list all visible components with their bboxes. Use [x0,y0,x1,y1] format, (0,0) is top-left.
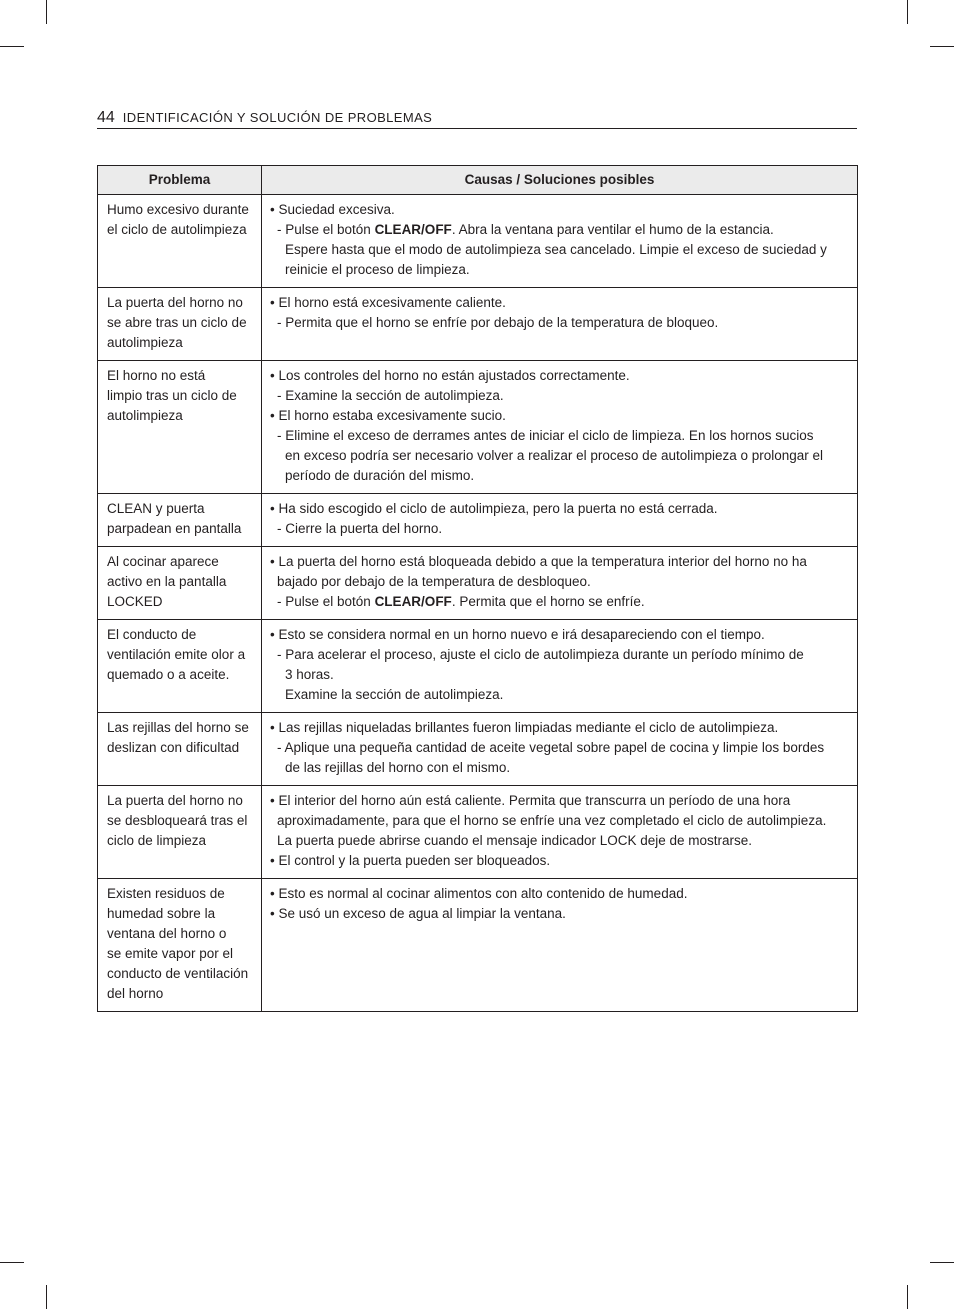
problem-line: Al cocinar aparece [107,554,219,569]
crop-mark [930,1262,954,1263]
solution-line: - Pulse el botón CLEAR/OFF. Abra la ventana para ventilar el humo de la estancia. [277,222,774,237]
problem-line: parpadean en pantalla [107,521,242,536]
problem-line: autolimpieza [107,408,183,423]
troubleshooting-table [97,165,858,1012]
problem-line: ventana del horno o [107,926,227,941]
problem-cell [98,786,262,879]
problem-cell [98,361,262,494]
table-row [98,786,858,879]
solution-line: - Cierre la puerta del horno. [277,521,443,536]
bullet-line: • Los controles del horno no están ajustados correctamente. [270,368,630,383]
bullet-line: • El control y la puerta pueden ser bloqueados. [270,853,551,868]
table-row [98,713,858,786]
solution-line: reinicie el proceso de limpieza. [285,262,470,277]
solutions-cell [262,620,858,713]
solutions-cell [262,879,858,1012]
problem-cell [98,879,262,1012]
solutions-cell [262,288,858,361]
solution-line: 3 horas. [285,667,334,682]
bullet-line: • Esto es normal al cocinar alimentos con alto contenido de humedad. [270,886,688,901]
bullet-line: • El horno está excesivamente caliente. [270,295,506,310]
solutions-cell [262,494,858,547]
solution-line: Espere hasta que el modo de autolimpieza sea cancelado. Limpie el exceso de suciedad y [285,242,827,257]
problem-line: LOCKED [107,594,163,609]
problem-line: La puerta del horno no [107,295,243,310]
bullet-line: • Esto se considera normal en un horno nuevo e irá desapareciendo con el tiempo. [270,627,765,642]
bullet-line: • Ha sido escogido el ciclo de autolimpieza, pero la puerta no está cerrada. [270,501,718,516]
problem-cell [98,713,262,786]
table-row [98,195,858,288]
solution-line: Examine la sección de autolimpieza. [285,687,504,702]
bullet-line: • Suciedad excesiva. [270,202,395,217]
crop-mark [0,1262,24,1263]
bullet-line: • El horno estaba excesivamente sucio. [270,408,506,423]
table-row [98,879,858,1012]
solution-line: La puerta puede abrirse cuando el mensaje indicador LOCK deje de mostrarse. [277,833,753,848]
page-header [97,108,857,129]
table-row [98,288,858,361]
column-header-problem: Problema [98,166,262,195]
section-title: IDENTIFICACIÓN Y SOLUCIÓN DE PROBLEMAS [122,110,433,125]
problem-cell [98,195,262,288]
solutions-cell [262,713,858,786]
crop-mark [0,46,24,47]
solution-line: en exceso podría ser necesario volver a realizar el proceso de autolimpieza o prolongar el [285,448,824,463]
problem-cell [98,288,262,361]
bullet-line: • Las rejillas niqueladas brillantes fueron limpiadas mediante el ciclo de autolimpieza. [270,720,779,735]
solutions-cell [262,361,858,494]
crop-mark [46,1285,47,1309]
problem-line: se abre tras un ciclo de [107,315,247,330]
crop-mark [930,46,954,47]
problem-cell [98,547,262,620]
problem-line: ciclo de limpieza [107,833,207,848]
problem-line: La puerta del horno no [107,793,243,808]
bullet-line: • La puerta del horno está bloqueada debido a que la temperatura interior del horno no ha [270,554,807,569]
bullet-line: • El interior del horno aún está caliente. Permita que transcurra un período de una hora [270,793,791,808]
problem-line: deslizan con dificultad [107,740,240,755]
solution-line: - Permita que el horno se enfríe por debajo de la temperatura de bloqueo. [277,315,719,330]
problem-line: el ciclo de autolimpieza [107,222,247,237]
problem-line: Las rejillas del horno se [107,720,249,735]
solutions-cell [262,547,858,620]
solution-line: - Aplique una pequeña cantidad de aceite vegetal sobre papel de cocina y limpie los bordes [277,740,825,755]
table-row [98,494,858,547]
problem-line: se emite vapor por el [107,946,234,961]
crop-mark [907,1285,908,1309]
button-name: CLEAR/OFF [374,222,452,237]
problem-line: Existen residuos de [107,886,225,901]
problem-line: limpio tras un ciclo de [107,388,237,403]
solution-line: - Examine la sección de autolimpieza. [277,388,504,403]
problem-line: CLEAN y puerta [107,501,205,516]
problem-line: conducto de ventilación [107,966,249,981]
problem-line: ventilación emite olor a [107,647,246,662]
crop-mark [907,0,908,24]
problem-line: quemado o a aceite. [107,667,230,682]
table-header-row [98,166,858,195]
problem-line: se desbloqueará tras el [107,813,248,828]
bullet-line: • Se usó un exceso de agua al limpiar la ventana. [270,906,566,921]
solution-line: de las rejillas del horno con el mismo. [285,760,511,775]
page-number: 44 [97,109,115,126]
solution-line: - Pulse el botón CLEAR/OFF. Permita que el horno se enfríe. [277,594,645,609]
problem-line: humedad sobre la [107,906,216,921]
solution-line: período de duración del mismo. [285,468,475,483]
problem-line: autolimpieza [107,335,183,350]
problem-line: del horno [107,986,164,1001]
problem-line: El conducto de [107,627,197,642]
problem-line: Humo excesivo durante [107,202,249,217]
table-row [98,361,858,494]
solution-line: bajado por debajo de la temperatura de desbloqueo. [277,574,591,589]
solution-line: - Para acelerar el proceso, ajuste el ciclo de autolimpieza durante un período mínimo de [277,647,804,662]
problem-cell [98,620,262,713]
problem-cell [98,494,262,547]
solution-line: - Elimine el exceso de derrames antes de iniciar el ciclo de limpieza. En los hornos sucios [277,428,814,443]
table-row [98,547,858,620]
crop-mark [46,0,47,24]
solution-line: aproximadamente, para que el horno se enfríe una vez completado el ciclo de autolimpieza. [277,813,827,828]
solutions-cell [262,195,858,288]
button-name: CLEAR/OFF [374,594,452,609]
table-row [98,620,858,713]
problem-line: El horno no está [107,368,206,383]
problem-line: activo en la pantalla [107,574,227,589]
solutions-cell [262,786,858,879]
column-header-solutions: Causas / Soluciones posibles [262,166,858,195]
